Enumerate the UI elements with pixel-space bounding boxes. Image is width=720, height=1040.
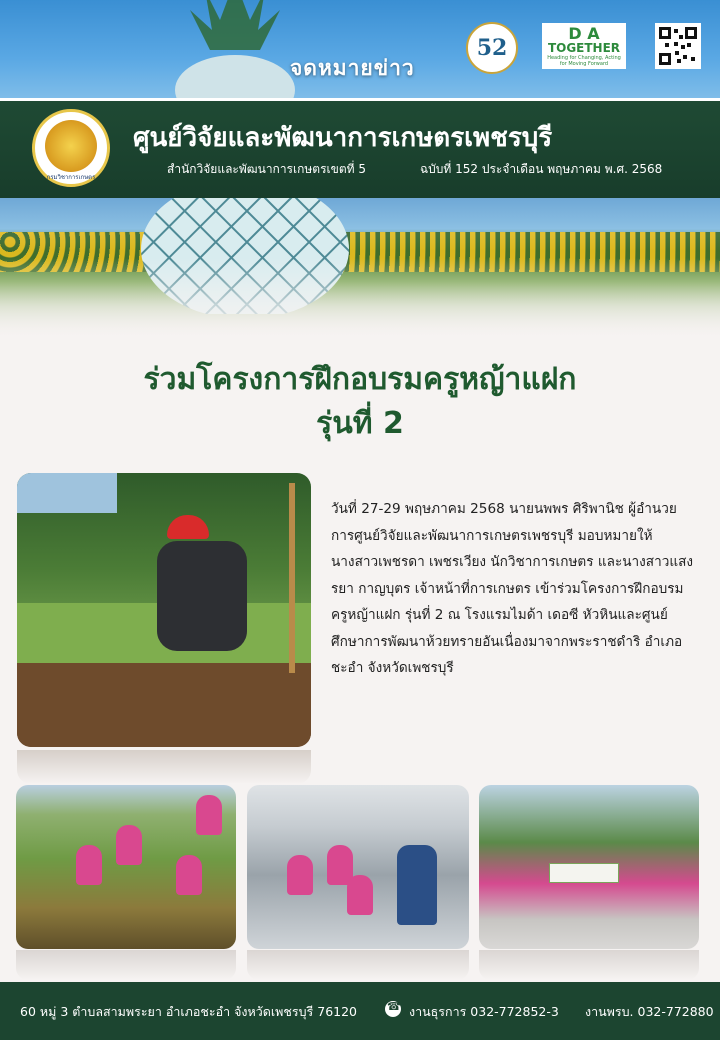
photo-seminar-room: [247, 785, 469, 949]
page-title: ศูนย์วิจัยและพัฒนาการเกษตรเพชรบุรี: [133, 123, 553, 153]
top-banner: [0, 0, 720, 98]
qr-code-icon: [659, 27, 697, 65]
footer: [0, 982, 720, 1040]
article-headline: ร่วมโครงการฝึกอบรมครูหญ้าแฝก รุ่นที่ 2: [143, 362, 577, 441]
department-seal: กรมวิชาการเกษตร: [32, 109, 110, 187]
main-photo-vetiver-planting: [17, 473, 311, 747]
qr-code[interactable]: [655, 23, 701, 69]
newsletter-label: จดหมายข่าว: [290, 56, 415, 80]
photo-group: [479, 785, 699, 949]
anniversary-logo: 52: [466, 22, 518, 74]
photo-field-training: [16, 785, 236, 949]
issue-info: ฉบับที่ 152 ประจำเดือน พฤษภาคม พ.ศ. 2568: [420, 162, 663, 176]
phone-icon: [385, 1001, 401, 1017]
header-bar: [0, 98, 720, 198]
sunflower-field-banner: [0, 198, 720, 338]
photo-reflection: [17, 750, 311, 784]
footer-phone-admin[interactable]: งานธุรการ 032-772852-3: [409, 1004, 559, 1019]
footer-phone-pbr[interactable]: งานพรบ. 032-772880: [585, 1004, 714, 1019]
article-body: วันที่ 27-29 พฤษภาคม 2568 นายนพพร ศิริพานิช ผู้อำนวยการศูนย์วิจัยและพัฒนาการเกษตรเพชรบุรี มอบหมายให้ นางสาวเพชรดา เพชรเวียง นักวิชาการเกษตร และนางสาวแสงรยา กาญบุตร เจ้าหน้าที่การเกษตร เข้าร่วมโครงการฝึกอบรมครูหญ้าแฝก รุ่นที่ 2 ณ โรงแรมไมด้า เดอซี หัวหินและศูนย์ศึกษาการพัฒนาห้วยทรายอันเนื่องมาจากพระราชดำริ อำเภอชะอำ จังหวัดเพชรบุรี: [331, 501, 694, 676]
seal-emblem-icon: [45, 120, 97, 172]
org-subtitle: สำนักวิจัยและพัฒนาการเกษตรเขตที่ 5: [167, 162, 366, 176]
footer-address: 60 หมู่ 3 ตำบลสามพระยา อำเภอชะอำ จังหวัดเพชรบุรี 76120: [20, 1004, 358, 1019]
doa-together-logo: D A TOGETHER Heading for Changing, Acting for Moving Forward: [542, 23, 626, 69]
group-banner: [549, 863, 619, 883]
